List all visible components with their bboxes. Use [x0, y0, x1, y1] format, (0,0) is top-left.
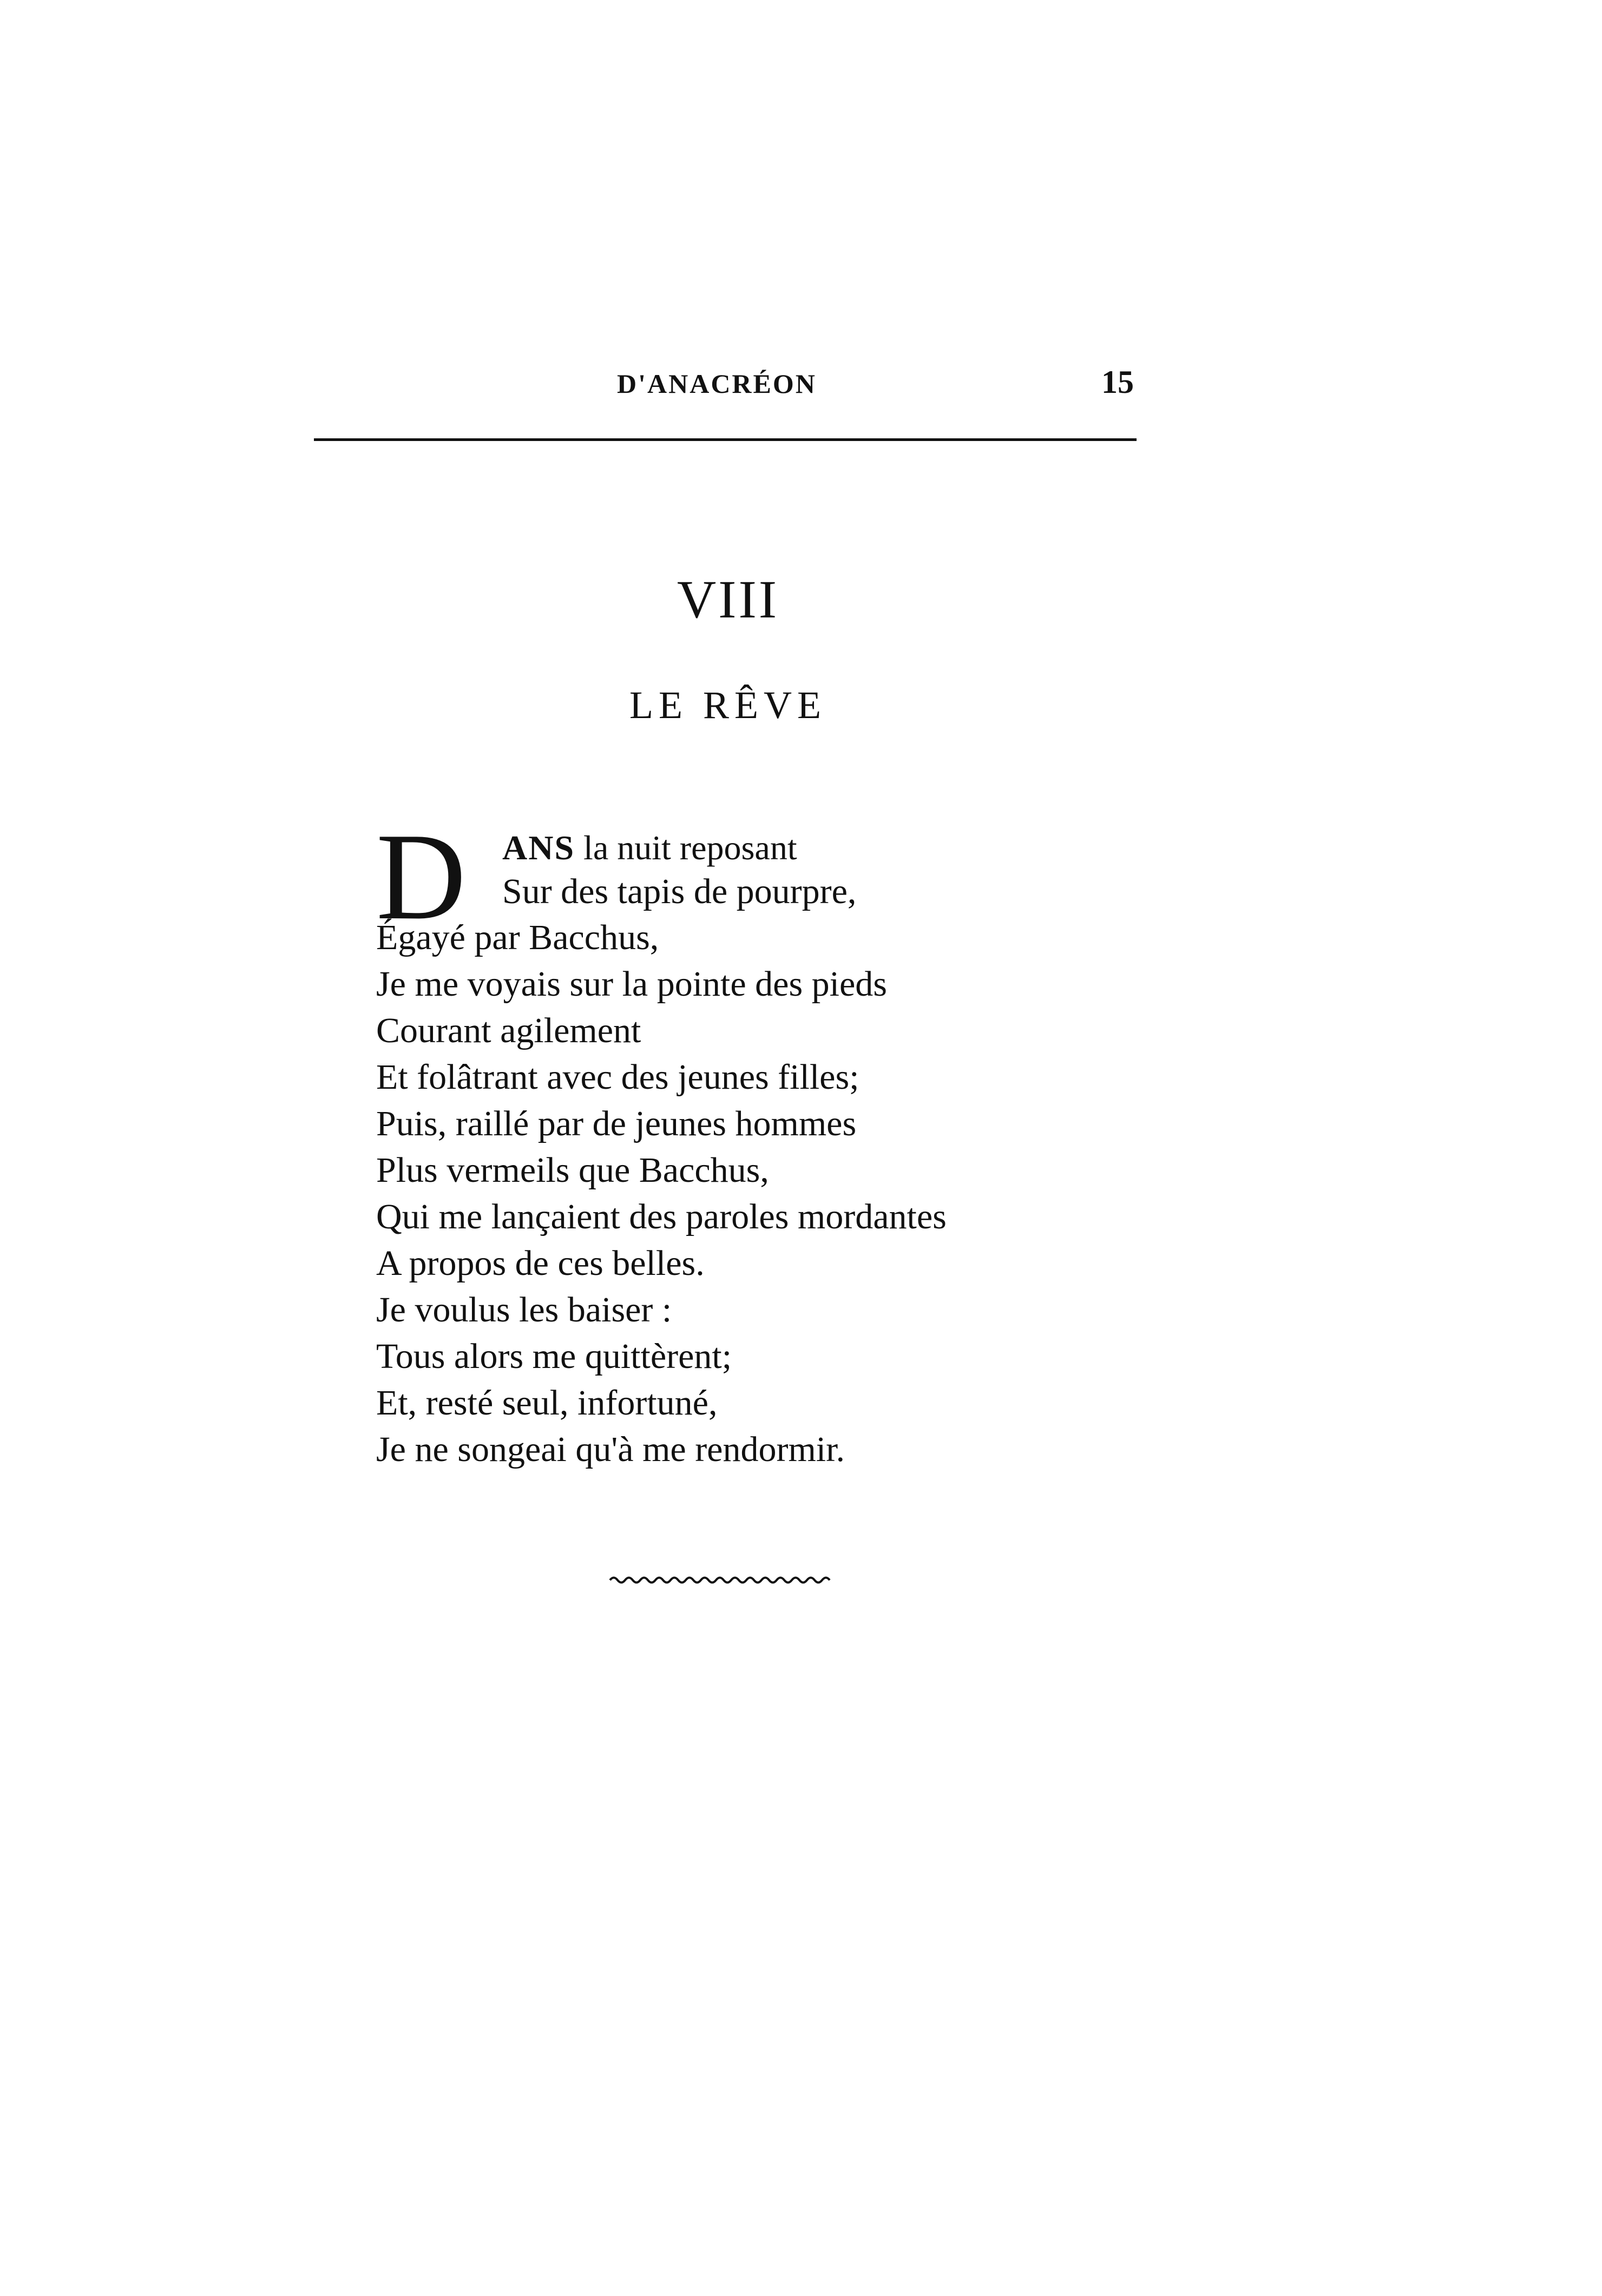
verse-line: A propos de ces belles. — [376, 1244, 705, 1283]
verse-line: Plus vermeils que Bacchus, — [376, 1150, 769, 1190]
page-number: 15 — [1101, 364, 1134, 400]
first-line-small-caps: ANS — [502, 828, 575, 867]
verse-line: Je voulus les baiser : — [376, 1290, 672, 1330]
first-verse-line — [502, 828, 797, 867]
verse-line: Égayé par Bacchus, — [376, 918, 659, 957]
verse-line: Je me voyais sur la pointe des pieds — [376, 964, 887, 1004]
wavy-line-ornament-icon — [609, 1572, 836, 1588]
verse-line: Et folâtrant avec des jeunes filles; — [376, 1057, 859, 1097]
verse-line: Et, resté seul, infortuné, — [376, 1383, 718, 1423]
chapter-number: VIII — [677, 569, 779, 629]
poem-title: LE RÊVE — [629, 683, 826, 727]
running-title: D'ANACRÉON — [617, 369, 817, 399]
verse-line: Tous alors me quittèrent; — [376, 1337, 732, 1376]
verse-line: Qui me lançaient des paroles mordantes — [376, 1197, 947, 1236]
first-line-rest: la nuit reposant — [575, 828, 797, 867]
header-rule — [314, 438, 1137, 441]
verse-line: Courant agilement — [376, 1011, 641, 1050]
verse-line: Sur des tapis de pourpre, — [502, 872, 857, 911]
drop-cap: D — [376, 807, 467, 945]
verse-line: Puis, raillé par de jeunes hommes — [376, 1104, 857, 1143]
verse-line: Je ne songeai qu'à me rendormir. — [376, 1430, 845, 1469]
